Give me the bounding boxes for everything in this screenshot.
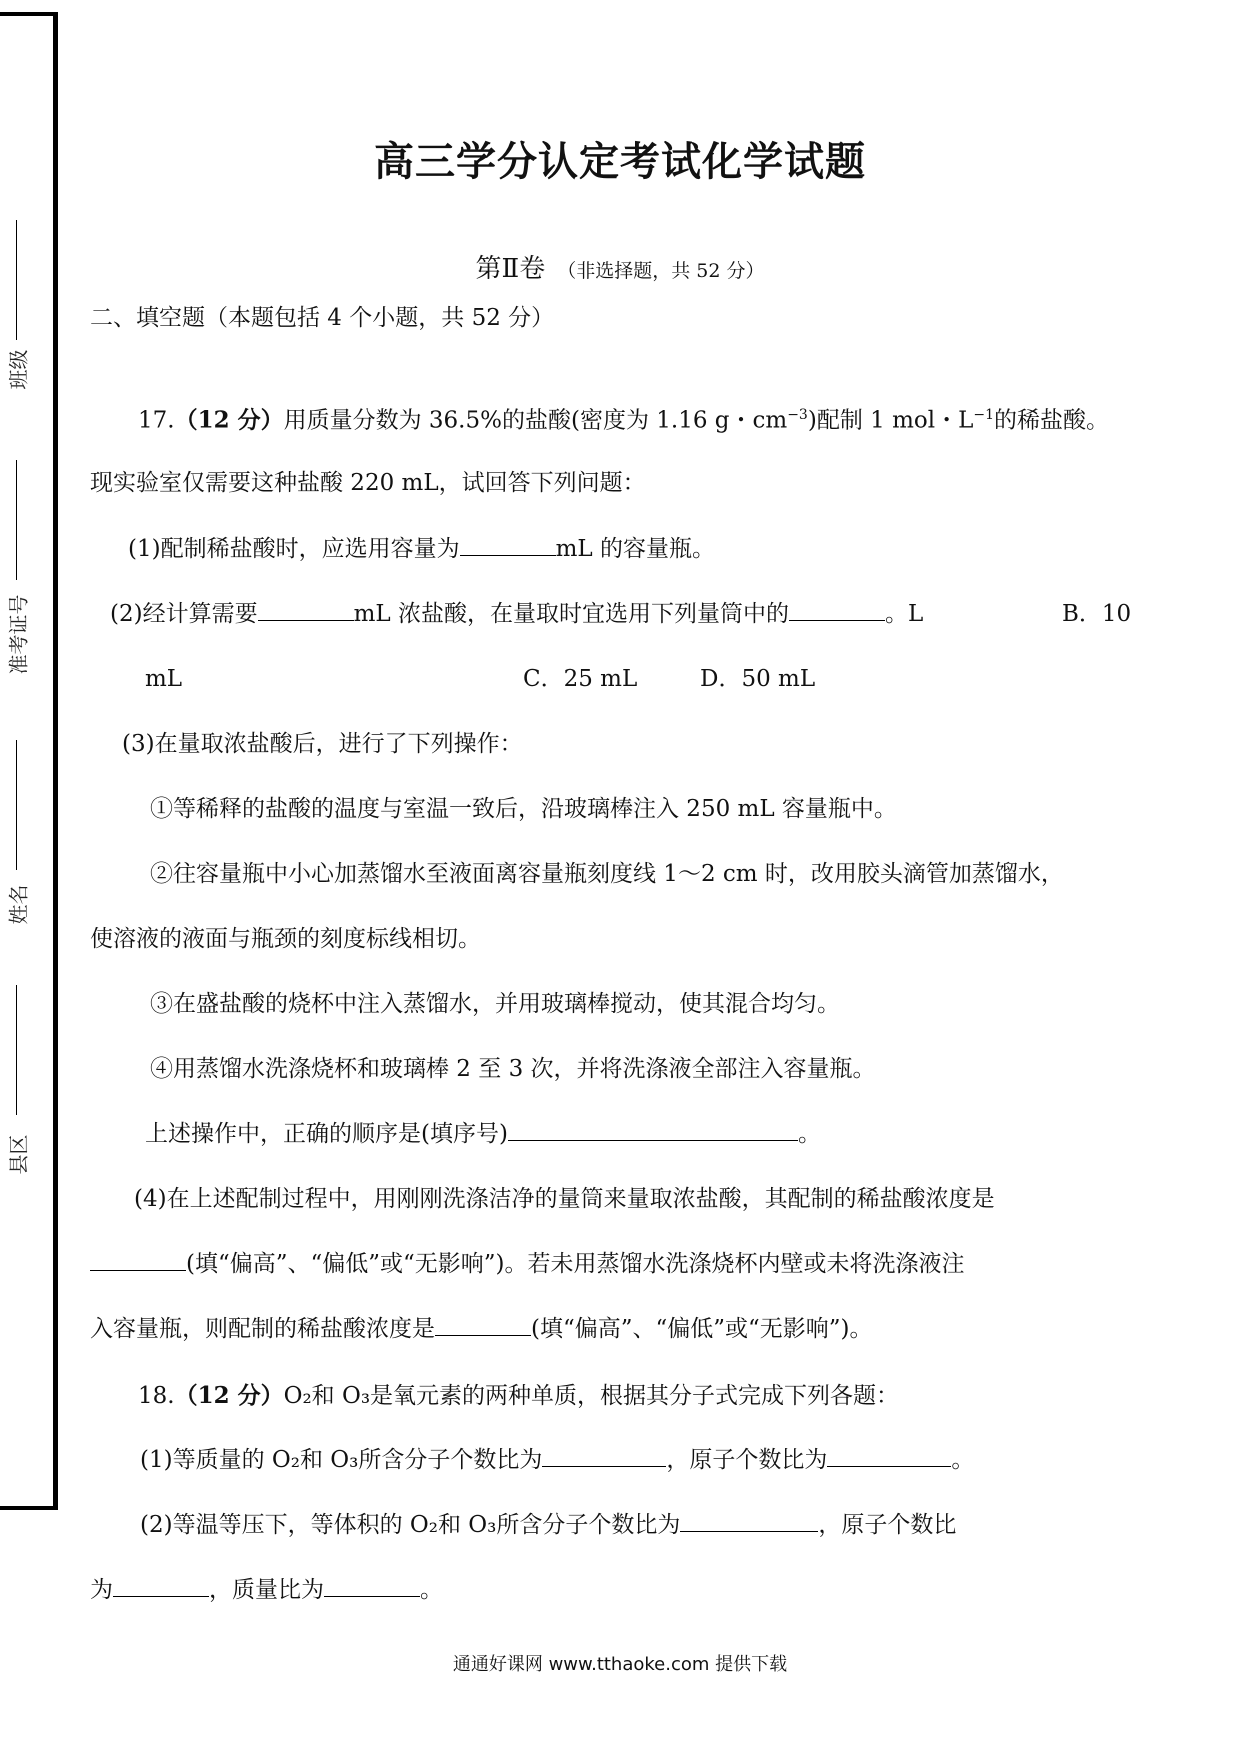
- q17-points: （12 分）: [174, 406, 284, 434]
- q17-operation-4: ④用蒸馏水洗涤烧杯和玻璃棒 2 至 3 次，并将洗涤液全部注入容量瓶。: [150, 1056, 876, 1082]
- question-text: (填“偏高”、“偏低”或“无影响”)。若未用蒸馏水洗涤烧杯内壁或未将洗涤液注: [186, 1251, 965, 1277]
- answer-blank[interactable]: [113, 1595, 209, 1597]
- question-text: 。: [951, 1447, 975, 1473]
- q17-part2: [110, 603, 923, 626]
- question-text: (1)配制稀盐酸时，应选用容量为: [128, 536, 460, 562]
- q17-stem-text: 的稀盐酸。: [994, 407, 1109, 434]
- q17-part4: (4)在上述配制过程中，用刚刚洗涤洁净的量筒来量取浓盐酸，其配制的稀盐酸浓度是: [134, 1186, 995, 1212]
- q18-part2-cont: [90, 1579, 443, 1602]
- question-text: 为: [90, 1577, 113, 1603]
- binding-field-exam-number: [6, 460, 31, 690]
- section-heading: [0, 248, 1240, 285]
- page-title: 高三学分认定考试化学试题: [374, 139, 866, 185]
- binding-field-county: [6, 985, 31, 1225]
- q17-number: 17.: [138, 407, 175, 434]
- section-title: 第Ⅱ卷: [475, 254, 546, 284]
- answer-blank[interactable]: [324, 1595, 420, 1597]
- q17-operation-2: ②往容量瓶中小心加蒸馏水至液面离容量瓶刻度线 1～2 cm 时，改用胶头滴管加蒸馏水，: [150, 861, 1064, 887]
- q18-stem-text: O₂和 O₃是氧元素的两种单质，根据其分子式完成下列各题：: [283, 1383, 900, 1409]
- answer-blank[interactable]: [258, 619, 354, 621]
- answer-blank[interactable]: [460, 554, 556, 556]
- answer-blank[interactable]: [827, 1465, 951, 1467]
- binding-line: [16, 740, 17, 870]
- q17-option-b: B．10: [1062, 601, 1132, 627]
- answer-blank[interactable]: [789, 619, 885, 621]
- answer-blank[interactable]: [542, 1465, 666, 1467]
- question-text: ，原子个数比为: [666, 1447, 828, 1473]
- binding-field-name: [6, 740, 31, 970]
- answer-blank[interactable]: [435, 1334, 531, 1336]
- answer-blank[interactable]: [680, 1530, 818, 1532]
- superscript: −3: [787, 407, 808, 423]
- q17-stem-text: )配制 1 mol・L: [807, 407, 974, 434]
- q18-part1: [140, 1449, 974, 1472]
- q18-stem: [138, 1384, 899, 1408]
- q17-part3: (3)在量取浓盐酸后，进行了下列操作：: [122, 731, 523, 757]
- binding-line: [16, 460, 17, 580]
- binding-line: [16, 985, 17, 1115]
- q18-part2: [140, 1514, 956, 1537]
- question-text: mL 浓盐酸，在量取时宜选用下列量筒中的: [353, 601, 789, 627]
- binding-label: 姓名: [6, 884, 31, 925]
- q17-operation-3: ③在盛盐酸的烧杯中注入蒸馏水，并用玻璃棒搅动，使其混合均匀。: [150, 991, 840, 1017]
- binding-label: 准考证号: [6, 594, 31, 675]
- q17-part1: [128, 538, 715, 561]
- q17-part4-cont2: [90, 1318, 873, 1341]
- question-text: mL 的容量瓶。: [555, 536, 715, 562]
- q17-order: [145, 1123, 821, 1146]
- section-note: （非选择题，共 52 分）: [557, 260, 765, 282]
- answer-blank[interactable]: [90, 1269, 186, 1271]
- binding-label: 县区: [6, 1134, 31, 1175]
- q17-operation-1: ①等稀释的盐酸的温度与室温一致后，沿玻璃棒注入 250 mL 容量瓶中。: [150, 796, 897, 822]
- q17-part4-cont: [90, 1253, 965, 1276]
- question-text: 入容量瓶，则配制的稀盐酸浓度是: [90, 1316, 435, 1342]
- question-text: (填“偏高”、“偏低”或“无影响”)。: [531, 1316, 873, 1342]
- q18-points: （12 分）: [174, 1382, 284, 1409]
- question-text: 。L: [885, 601, 924, 627]
- question-text: ，质量比为: [209, 1577, 324, 1603]
- question-text: (1)等质量的 O₂和 O₃所含分子个数比为: [140, 1447, 543, 1473]
- question-text: ，原子个数比: [818, 1512, 957, 1538]
- q17-stem-line2: 现实验室仅需要这种盐酸 220 mL，试回答下列问题：: [90, 470, 646, 496]
- q17-stem-text: 用质量分数为 36.5%的盐酸(密度为 1.16 g・cm: [283, 407, 788, 434]
- answer-blank[interactable]: [508, 1139, 798, 1141]
- question-text: (2)经计算需要: [110, 601, 258, 627]
- q17-operation-2-cont: 使溶液的液面与瓶颈的刻度标线相切。: [90, 926, 481, 952]
- part-heading: 二、填空题（本题包括 4 个小题，共 52 分）: [90, 305, 555, 331]
- q17-option-d: D．50 mL: [700, 666, 816, 692]
- q17-stem-line1: [138, 408, 1109, 433]
- page-footer: 通通好课网 www.tthaoke.com 提供下载: [452, 1654, 788, 1675]
- binding-label: 班级: [6, 349, 31, 390]
- q17-option-c: C．25 mL: [523, 666, 638, 692]
- q18-number: 18.: [138, 1383, 175, 1409]
- question-text: (2)等温等压下，等体积的 O₂和 O₃所含分子个数比为: [140, 1512, 681, 1538]
- q17-option-b-unit: mL: [145, 666, 183, 692]
- question-text: 。: [797, 1121, 821, 1147]
- question-text: 上述操作中，正确的顺序是(填序号): [145, 1121, 508, 1147]
- superscript: −1: [973, 407, 994, 423]
- question-text: 。: [420, 1577, 443, 1603]
